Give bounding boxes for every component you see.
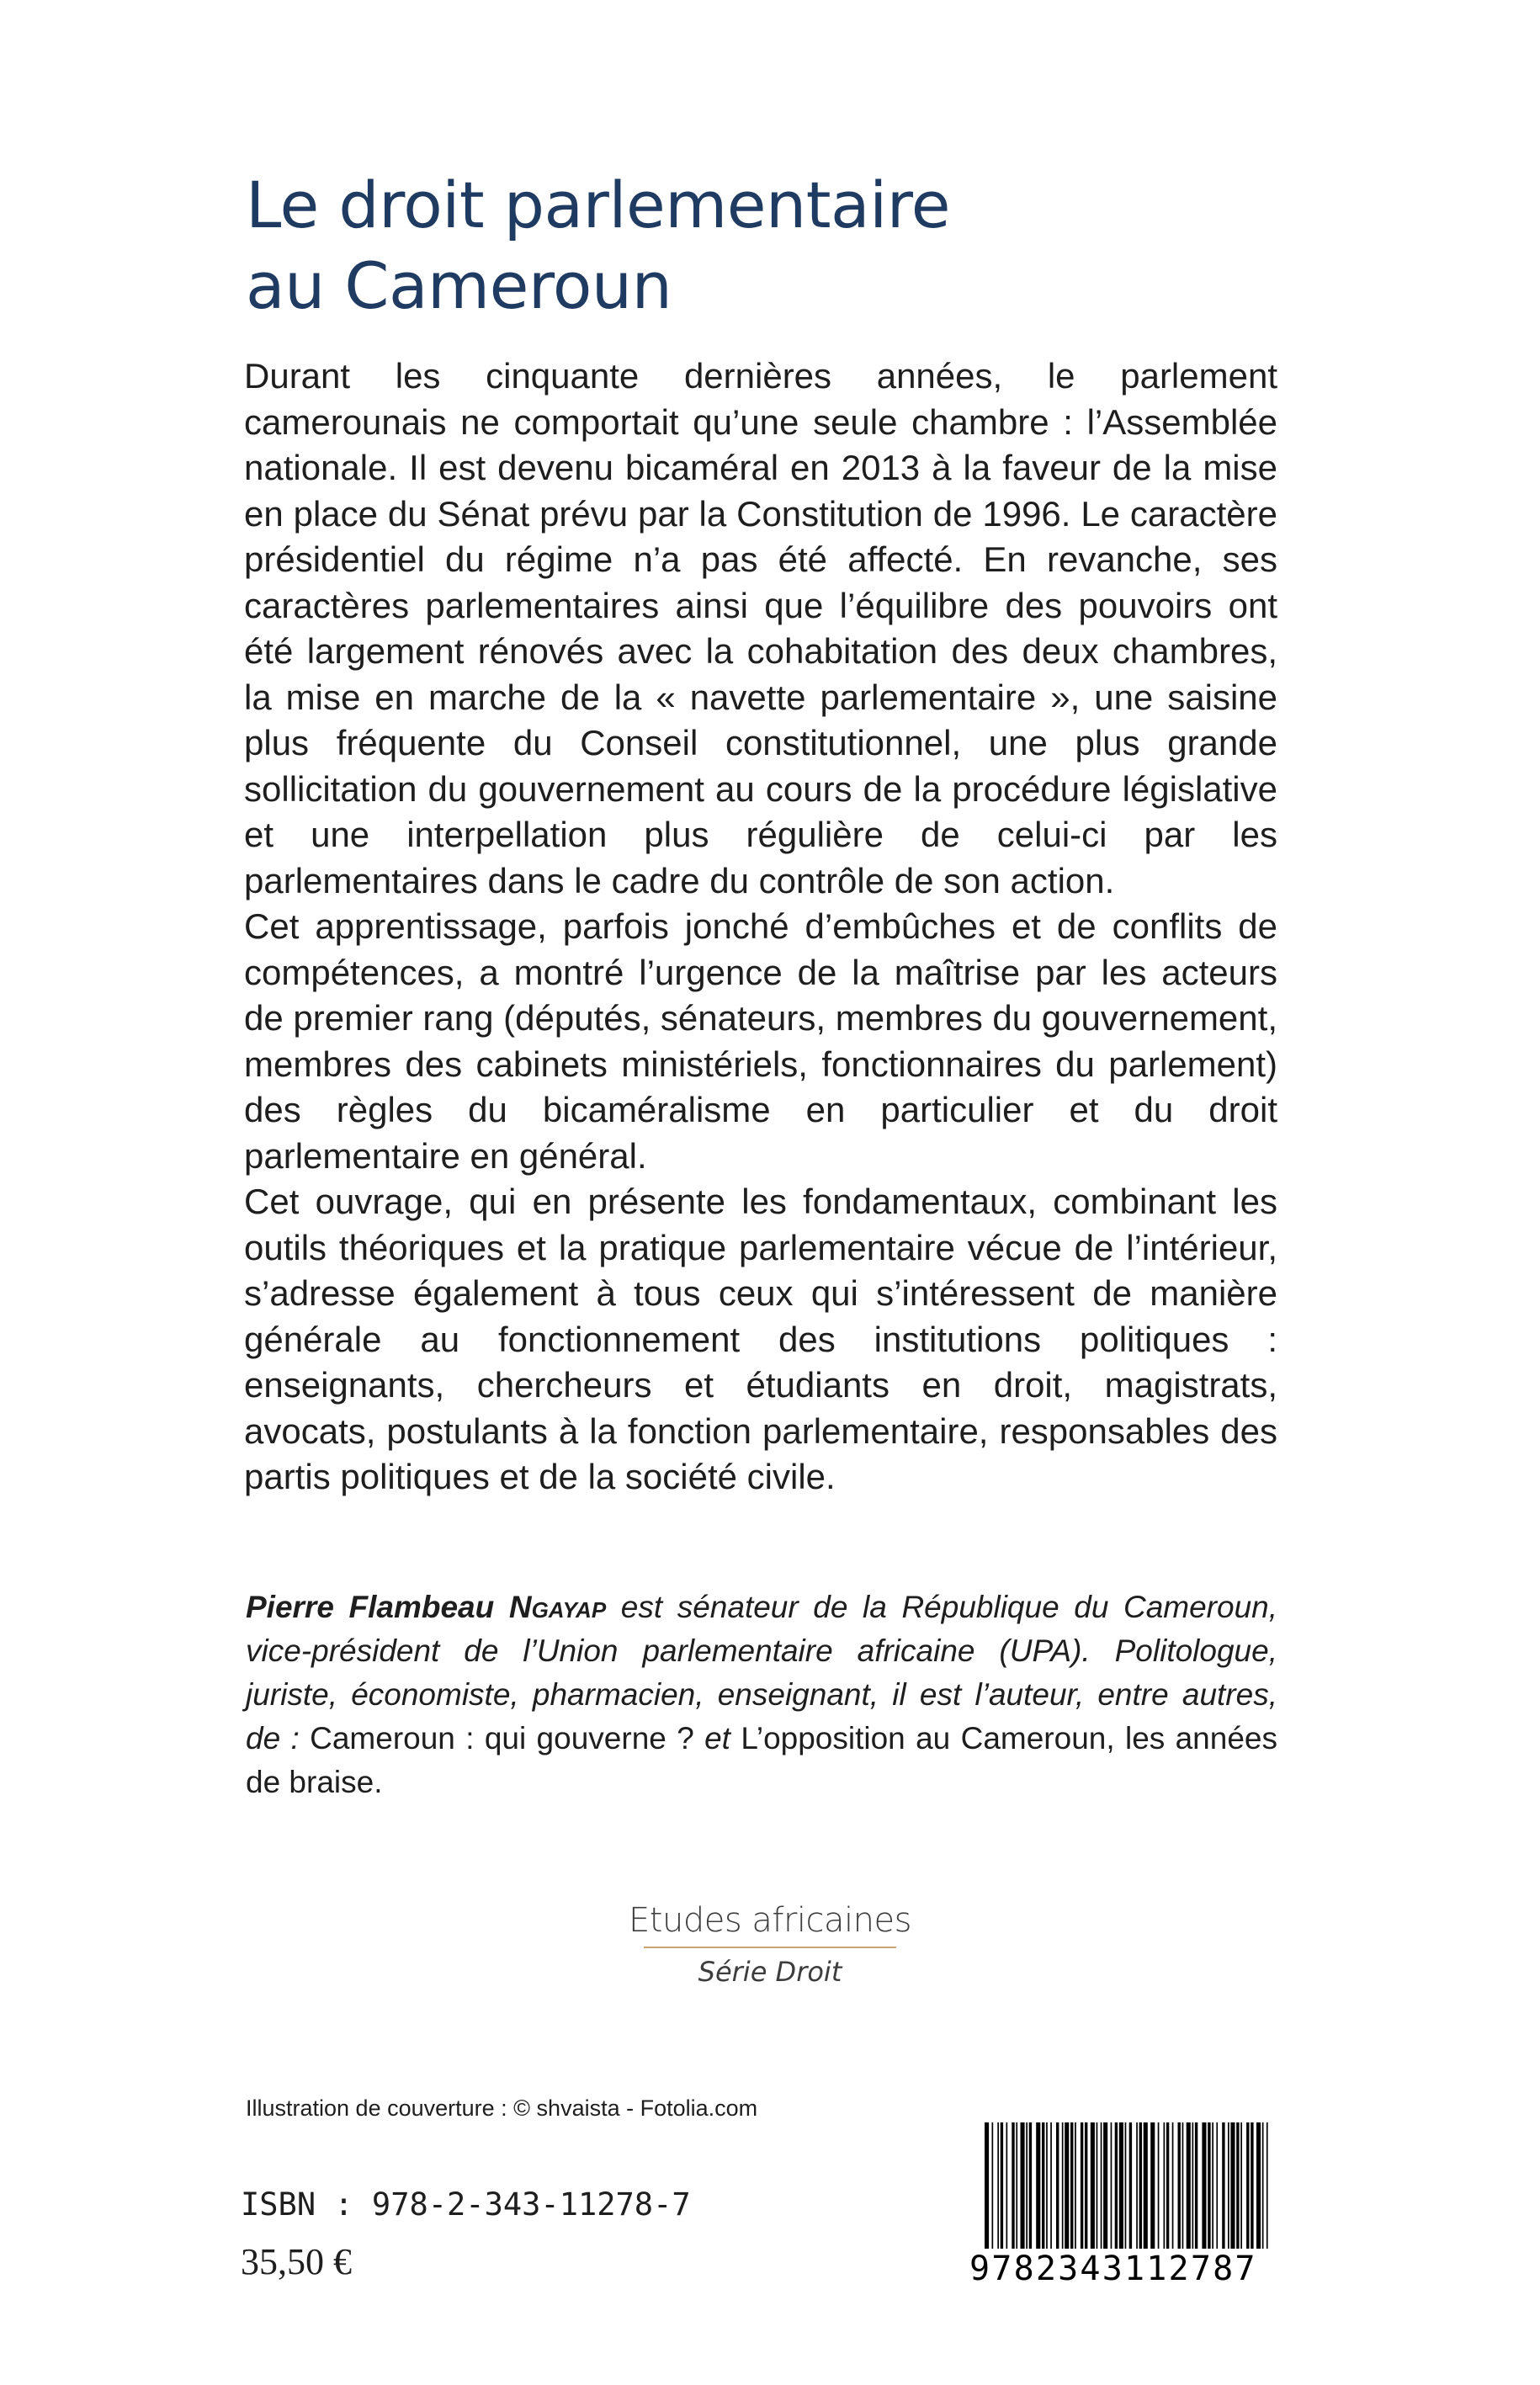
barcode-bar: [1097, 2122, 1098, 2249]
barcode-bar: [1136, 2122, 1138, 2249]
barcode-bar: [1085, 2122, 1087, 2249]
barcode-bar: [1222, 2122, 1224, 2249]
barcode-bar: [1062, 2122, 1064, 2249]
author-first-name: Pierre Flambeau: [246, 1590, 495, 1624]
barcode-bar: [1150, 2122, 1155, 2249]
blurb-paragraph-2: Cet apprentissage, parfois jonché d’embûches et de conflits de compétences, a montré l’urgence de la maîtrise par les acteurs de premier rang (députés, sénateurs, membres du gouvernement, membres des cabinets ministériels, fonctionnaires du parlement) des règles du bicaméralisme en particulier et du droit parlementaire en général.: [244, 906, 1277, 1176]
barcode-digits: 9782343112787: [969, 2250, 1257, 2288]
barcode-bar: [1103, 2122, 1107, 2249]
barcode-bar: [1101, 2122, 1102, 2249]
barcode-bar: [1012, 2122, 1014, 2249]
author-bio: [246, 1586, 1277, 1804]
barcode-bar: [1036, 2122, 1040, 2249]
barcode-bar: [1208, 2122, 1210, 2249]
barcode-bar: [1139, 2122, 1142, 2249]
barcode-bar: [1119, 2122, 1123, 2249]
barcode-bar: [1091, 2122, 1095, 2249]
series-name: Etudes africaines: [629, 1901, 911, 1940]
barcode-bar: [1236, 2122, 1239, 2249]
blurb-paragraph-3: Cet ouvrage, qui en présente les fondamentaux, combinant les outils théoriques et la pratique parlementaire vécue de l’intérieur, s’adresse également à tous ceux qui s’intéressent de manière générale au fonctionnement des institutions politiques : enseignants, chercheurs et étudiants en droit, magistrats, avocats, postulants à la fonction parlementaire, responsables des partis politiques et de la société civile.: [244, 1182, 1277, 1496]
barcode-bar: [1195, 2122, 1197, 2249]
barcode-bar: [1192, 2122, 1194, 2249]
barcode-bar: [1158, 2122, 1160, 2249]
barcode-icon: [983, 2122, 1269, 2249]
barcode-bar: [1228, 2122, 1229, 2249]
barcode-bar: [1166, 2122, 1169, 2249]
barcode-bar: [1115, 2122, 1118, 2249]
barcode-bar: [1046, 2122, 1048, 2249]
barcode-bar: [1182, 2122, 1184, 2249]
barcode-bar: [1262, 2122, 1264, 2249]
book-title: [246, 165, 950, 327]
author-bio-conjunction: et: [704, 1721, 730, 1756]
barcode-bar: [1006, 2122, 1008, 2249]
barcode-bar: [1042, 2122, 1044, 2249]
barcode-bar: [1021, 2122, 1025, 2249]
barcode-bar: [1178, 2122, 1181, 2249]
back-cover-blurb: [244, 353, 1277, 1501]
barcode-bar: [1256, 2122, 1261, 2249]
author-last-name: Ngayap: [508, 1590, 607, 1624]
barcode-bar: [1111, 2122, 1113, 2249]
barcode-bar: [1075, 2122, 1076, 2249]
cover-illustration-credit: Illustration de couverture : © shvaista - Fotolia.com: [246, 2096, 758, 2121]
isbn: ISBN : 978-2-343-11278-7: [241, 2186, 691, 2223]
barcode-bar: [1172, 2122, 1174, 2249]
barcode-bar: [1125, 2122, 1127, 2249]
book-title-line-2: au Cameroun: [246, 248, 672, 323]
barcode-bar: [997, 2122, 999, 2249]
barcode-bar: [1230, 2122, 1235, 2249]
book-title-line-1: Le droit parlementaire: [246, 167, 951, 242]
series-subtitle: Série Droit: [698, 1956, 842, 1988]
barcode-bar: [1081, 2122, 1083, 2249]
barcode-bar: [1070, 2122, 1073, 2249]
barcode-bar: [1240, 2122, 1242, 2249]
barcode-bar: [1001, 2122, 1003, 2249]
barcode-bar: [1251, 2122, 1253, 2249]
price: 35,50 €: [241, 2241, 352, 2282]
author-book-2: L’opposition au Cameroun, les années de braise.: [246, 1721, 1277, 1799]
barcode-bar: [1267, 2122, 1268, 2249]
barcode-bar: [1187, 2122, 1191, 2249]
barcode-bar: [1202, 2122, 1206, 2249]
barcode-bar: [1050, 2122, 1052, 2249]
barcode-bar: [1016, 2122, 1017, 2249]
author-bio-text: est sénateur de la République du Cameroun, vice-président de l’Union parlementaire africaine (UPA). Politologue, juriste, économiste, pharmacien, enseignant, il est l’auteur, entre autres, de :: [246, 1590, 1278, 1756]
author-book-1: Cameroun : qui gouverne ?: [310, 1721, 694, 1756]
barcode-bar: [1216, 2122, 1218, 2249]
blurb-paragraph-1: Durant les cinquante dernières années, le parlement camerounais ne comportait qu’une seule chambre : l’Assemblée nationale. Il est devenu bicaméral en 2013 à la faveur de la mise en place du Sénat prévu par la Constitution de 1996. Le caractère présidentiel du régime n’a pas été affecté. En revanche, ses caractères parlementaires ainsi que l’équilibre des pouvoirs ont été largement rénovés avec la cohabitation des deux chambres, la mise en marche de la « navette parlementaire », une saisine plus fréquente du Conseil constitutionnel, une plus grande sollicitation du gouvernement au cours de la procédure législative et une interpellation plus régulière de celui-ci par les parlementaires dans le cadre du contrôle de son action.: [244, 356, 1277, 900]
barcode-bar: [1065, 2122, 1069, 2249]
barcode-bar: [992, 2122, 994, 2249]
barcode-bar: [985, 2122, 989, 2249]
series-label: [589, 1898, 951, 1989]
barcode-bar: [1026, 2122, 1028, 2249]
series-divider: [644, 1947, 896, 1948]
barcode-bar: [1144, 2122, 1148, 2249]
barcode-bar: [1056, 2122, 1059, 2249]
barcode-bar: [1129, 2122, 1132, 2249]
barcode-bar: [1246, 2122, 1249, 2249]
barcode-bar: [1164, 2122, 1166, 2249]
barcode-bar: [1029, 2122, 1032, 2249]
barcode-bar: [1212, 2122, 1213, 2249]
